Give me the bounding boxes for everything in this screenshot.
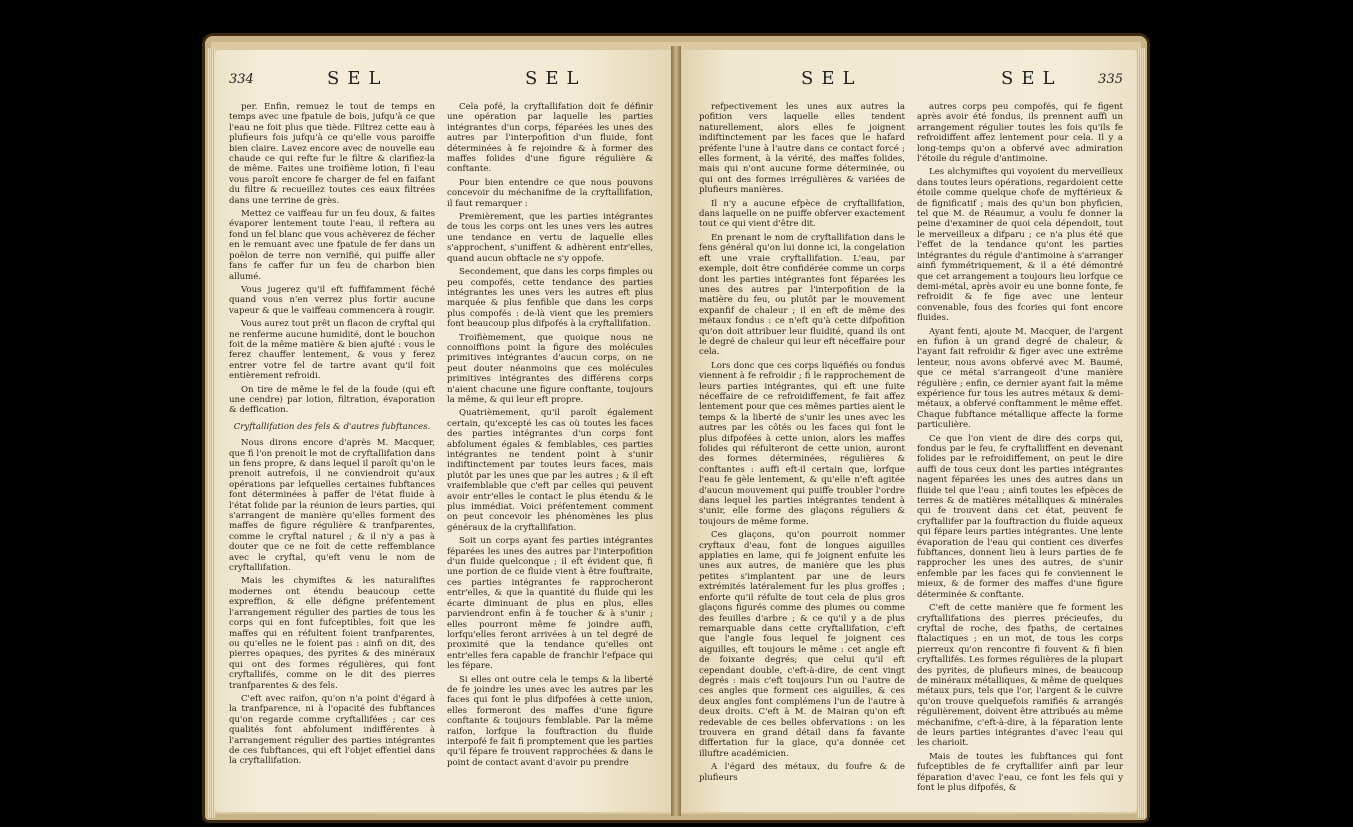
paragraph: Nous dirons encore d'après M. Macquer, que fi l'on prenoit le mot de cryftallifation dans un fens propre, & dans lequel il paroît qu'on le prenoit autrefois, il ne conviendroit qu'aux opérations par lefquelles certaines fubftances font déterminées à paffer de l'état fluide à l'état folide par la réunion de leurs parties, qui s'arrangent de manière qu'elles forment des maffes de figure régulière & tranfparentes, comme le cryftal naturel ; & il n'y a pas à douter que ce ne foit de cette reffemblance avec le cryftal, qu'eft venu le nom de cryftallifation.	[229, 438, 435, 574]
running-title: SEL	[801, 68, 863, 89]
right-page-edges	[1137, 48, 1145, 818]
text-column-2	[917, 102, 1123, 802]
paragraph: Lors donc que ces corps liquéfiés ou fondus viennent à fe refroidir ; fi le rapprochement de leurs parties intégrantes, qui eft une fuite néceffaire de ce refroidiffement, fe fait affez lentement pour que ces mêmes parties aient le temps & la liberté de s'unir les unes avec les autres par les côtés ou les faces qui font le plus difpofées à cette union, alors les maffes folides qui réfulteront de cette union, auront des formes déterminées, régulières & conftantes : auffi eft-il certain que, lorfque l'eau fe gèle lentement, & qu'elle n'eft agitée d'aucun mouvement qui puiffe troubler l'ordre dans lequel les parties intégrantes tendent à s'unir, elle forme des glaçons réguliers & toujours de même forme.	[699, 360, 905, 527]
paragraph: Quatrièmement, qu'il paroît également certain, qu'excepté les cas où toutes les faces des parties intégrantes d'un corps font abfolument égales & femblables, ces parties intégrantes ne tendent point à s'unir indiftinctement par toutes leurs faces, mais plutôt par les unes que par les autres ; & il eft vraifemblable que c'eft par celles qui peuvent avoir entr'elles le contact le plus étendu & le plus immédiat. Voici préfentement comment on peut concevoir les phénomènes les plus généraux de la cryftallifation.	[447, 408, 653, 533]
paragraph: Mais les chymiftes & les naturaliftes modernes ont étendu beaucoup cette expreffion, & elle défigne préfentement l'arrangement régulier des parties de tous les corps qui en font fufceptibles, foit que les maffes qui en réfultent foient tranfparentes, ou qu'elles ne le foient pas : ainfi on dit, des pierres opaques, des pyrites & des minéraux qui ont des formes régulières, qui font cryftallifés, comme on le dit des pierres tranfparentes & des fels.	[229, 576, 435, 691]
left-page-header	[215, 68, 671, 94]
paragraph: Premièrement, que les parties intégrantes de tous les corps ont les unes vers les autres une tendance en vertu de laquelle elles s'approchent, s'uniffent & adhèrent entr'elles, quand aucun obftacle ne s'y oppofe.	[447, 212, 653, 264]
paragraph: refpectivement les unes aux autres la pofition vers laquelle elles tendent naturellement, alors elles fe joignent indiftinctement par les faces que le hafard préfente l'une à l'autre dans ce contact forcé ; elles forment, à la vérité, des maffes folides, mais qui n'ont aucune forme déterminée, ou qui ont des formes irrégulières & variées de plufieurs manières.	[699, 102, 905, 196]
paragraph: C'eft de cette manière que fe forment les cryftallifations des pierres précieufes, du cryftal de roche, des fpaths, de certaines ftalactiques ; en un mot, de tous les corps pierreux qu'on rencontre fi fouvent & fi bien cryftallifés. Les formes régulières de la plupart des pyrites, de plufieurs mines, de beaucoup de minéraux métalliques, & même de quelques métaux purs, tels que l'or, l'argent & le cuivre qu'on trouve quelquefois ramifiés & arrangés régulièrement, doivent être attribués au même méchanifme, c'eft-à-dire, à la féparation lente de leurs parties intégrantes d'avec l'eau qui les charioit.	[917, 603, 1123, 749]
page-number-right: 335	[1098, 72, 1123, 87]
text-column-1	[699, 102, 905, 802]
paragraph: Si elles ont outre cela le temps & la liberté de fe joindre les unes avec les autres par les faces qui font le plus difpofées à cette union, elles formeront des maffes d'une figure conftante & toujours femblable. Par la même raifon, lorfque la fouftraction du fluide interpofé fe fait fi promptement que les parties qu'il fépare fe trouvent rapprochées & dans le point de contact avant d'avoir pu prendre	[447, 674, 653, 768]
paragraph: Cela pofé, la cryftallifation doit fe définir une opération par laquelle les parties intégrantes d'un corps, féparées les unes des autres par l'interpofition d'un fluide, font déterminées à fe rejoindre & à former des maffes folides d'une figure régulière & conftante.	[447, 102, 653, 175]
section-heading: Cryftallifation des fels & d'autres fubftances.	[233, 421, 431, 432]
paragraph: Mettez ce vaiffeau fur un feu doux, & faites évaporer lentement toute l'eau, il reftera au fond un fel blanc que vous achèverez de fécher en le remuant avec une fpatule de fer dans un poëlon de terre non vernifié, qui puiffe aller fans fe caffer fur un feu de charbon bien allumé.	[229, 209, 435, 282]
right-page-header	[681, 68, 1137, 94]
paragraph: Vous aurez tout prêt un flacon de cryftal qui ne renferme aucune humidité, dont le bouchon foit de la même matière & bien ajufté : vous le ferez chauffer lentement, & vous y ferez entrer votre fel de tartre avant qu'il foit entièrement refroidi.	[229, 319, 435, 382]
running-title: SEL	[327, 68, 389, 89]
paragraph: Secondement, que dans les corps fimples ou peu compofés, cette tendance des parties intégrantes les unes vers les autres eft plus marquée & plus fenfible que dans les corps plus compofés : de-là vient que les premiers font beaucoup plus difpofés à la cryftallifation.	[447, 267, 653, 330]
book-gutter	[671, 46, 681, 816]
paragraph: On tire de même le fel de la foude (qui eft une cendre) par lotion, filtration, évaporation & deffication.	[229, 384, 435, 416]
text-column-1	[229, 102, 435, 802]
running-title: SEL	[1001, 68, 1063, 89]
paragraph: Ce que l'on vient de dire des corps qui, fondus par le feu, fe cryftalliffent en devenant folides par le refroidiffement, on peut le dire auffi de tous ceux dont les parties intégrantes nagent féparées les unes des autres dans un fluide tel que l'eau ; ainfi toutes les efpèces de terres & de matières métalliques & minérales qui fe trouvent dans cet état, peuvent fe cryftallifer par la fouftraction du fluide aqueux qui fépare leurs parties intégrantes. Une lente évaporation de l'eau qui contient ces diverfes fubftances, donnent lieu à leurs parties de fe rapprocher les unes des autres, de s'unir enfemble par les faces qui fe conviennent le mieux, & de former des maffes d'une figure déterminée & conftante.	[917, 433, 1123, 600]
paragraph: Pour bien entendre ce que nous pouvons concevoir du méchanifme de la cryftallifation, il faut remarquer :	[447, 177, 653, 209]
paragraph: C'eft avec raifon, qu'on n'a point d'égard à la tranfparence, ni à l'opacité des fubftances qu'on regarde comme cryftallifées ; car ces qualités font abfolument indifférentes à l'arrangement régulier des parties intégrantes de ces fubftances, qui eft l'objet effentiel dans la cryftallifation.	[229, 693, 435, 767]
paragraph: Il n'y a aucune efpèce de cryftallifation, dans laquelle on ne puiffe obferver exactement tout ce qui vient d'être dit.	[699, 198, 905, 230]
paragraph: Troifièmement, que quoique nous ne connoiffions point la figure des molécules primitives intégrantes d'aucun corps, on ne peut douter néanmoins que ces molécules primitives intégrantes des différens corps n'aient chacune une figure conftante, toujours la même, & qui leur eft propre.	[447, 332, 653, 405]
paragraph: per. Enfin, remuez le tout de temps en temps avec une fpatule de bois, jufqu'à ce que l'eau ne foit plus que tiède. Filtrez cette eau à plufieurs fois jufqu'à ce qu'elle vous paroiffe bien claire. Lavez encore avec de nouvelle eau chaude ce qui refte fur le filtre & clarifiez-la de même. Faites une troifième lotion, fi l'eau vous paroît encore fe charger de fel en faifant du filtre & recueillez toutes ces eaux filtrées dans une terrine de grès.	[229, 102, 435, 206]
page-number-left: 334	[229, 72, 254, 87]
right-page	[681, 50, 1137, 812]
paragraph: En prenant le nom de cryftallifation dans le fens général qu'on lui donne ici, la congelation eft une vraie cryftallifation. L'eau, par exemple, doit être confidérée comme un corps dont les parties intégrantes font féparées les unes des autres par l'interpofition de la matière du feu, ou plutôt par le mouvement expanfif de chaleur ; il en eft de même des métaux fondus : ce n'eft qu'à cette difpofition qu'on doit attribuer leur fluidité, quand ils ont le degré de chaleur qui leur eft néceffaire pour cela.	[699, 232, 905, 358]
paragraph: Soit un corps ayant fes parties intégrantes féparées les unes des autres par l'interpofition d'un fluide quelconque ; il eft évident que, fi une portion de ce fluide vient à être fouftraite, ces parties intégrantes fe rapprocheront entr'elles, & que la quantité du fluide qui les écarte diminuant de plus en plus, elles parviendront enfin à fe toucher & à s'unir ; elles pourront même fe joindre auffi, lorfqu'elles feront arrivées à un tel degré de proximité que la tendance qu'elles ont entr'elles fera capable de franchir l'efpace qui les fépare.	[447, 536, 653, 672]
paragraph: Ces glaçons, qu'on pourroit nommer cryftaux d'eau, font de longues aiguilles applaties en lame, qui fe joignent enfuite les unes aux autres, de manière que les plus petites s'implantent par une de leurs extrémités latéralement fur les plus groffes ; enforte qu'il réfulte de tout cela de plus gros glaçons figurés comme des plumes ou comme des feuilles d'arbre ; & ce qu'il y a de plus remarquable dans cette cryftallifation, c'eft que l'angle fous lequel fe joignent ces aiguilles, eft toujours le même : cet angle eft de foixante degrés; que celui qu'il eft cependant double, c'eft-à-dire, de cent vingt degrés : mais c'eft toujours l'un ou l'autre de ces angles que forment ces aiguilles, & ces deux angles font complémens l'un de l'autre à deux droits. C'eft à M. de Mairan qu'on eft redevable de ces belles obfervations : on les trouvera en grand détail dans fa favante differtation fur la glace, qu'a donnée cet illuftre académicien.	[699, 530, 905, 759]
paragraph: autres corps peu compofés, qui fe figent après avoir été fondus, ils prennent auffi un arrangement régulier toutes les fois qu'ils fe refroidiffent affez lentement pour cela. Il y a long-temps qu'on a obfervé avec admiration l'étoile du régule d'antimoine.	[917, 102, 1123, 165]
paragraph: Mais de toutes les fubftances qui font fufceptibles de fe cryftallifer ainfi par leur féparation d'avec l'eau, ce font les fels qui y font le plus difpofés, &	[917, 751, 1123, 793]
open-book	[205, 36, 1147, 820]
paragraph: Ayant fenti, ajoute M. Macquer, de l'argent en fufion à un grand degré de chaleur, & l'ayant fait refroidir & figer avec une extrême lenteur, nous avons obfervé avec M. Baumé, que ce métal s'arrangeoit d'une manière régulière ; enfin, ce dernier ayant fait la même expérience fur tous les autres métaux & demi-métaux, a obfervé conftamment le même effet. Chaque fubftance métallique affecte la forme particulière.	[917, 326, 1123, 431]
paragraph: A l'égard des métaux, du foufre & de plufieurs	[699, 762, 905, 783]
left-page	[215, 50, 671, 812]
text-column-2	[447, 102, 653, 802]
left-page-edges	[207, 48, 215, 818]
paragraph: Les alchymiftes qui voyoient du merveilleux dans toutes leurs opérations, regardoient cette étoile comme quelque chofe de myftérieux & de fignificatif ; mais des qu'un bon phyficien, tel que M. de Réaumur, a voulu fe donner la peine d'examiner de quoi cela dépendoit, tout le merveilleux a difparu ; ce n'a plus été que l'effet de la tendance qu'ont les parties intégrantes du régule d'antimoine à s'arranger ainfi fymmétriquement, & il a été démontré que cet arrangement a toujours lieu lorfque ce demi-métal, après avoir eu une bonne fonte, fe refroidit & fe fige avec une lenteur convenable, fous des fcories qui font encore fluides.	[917, 167, 1123, 324]
paragraph: Vous jugerez qu'il eft fuffifamment féché quand vous n'en verrez plus fortir aucune vapeur & que le vaiffeau commencera à rougir.	[229, 284, 435, 316]
running-title: SEL	[525, 68, 587, 89]
